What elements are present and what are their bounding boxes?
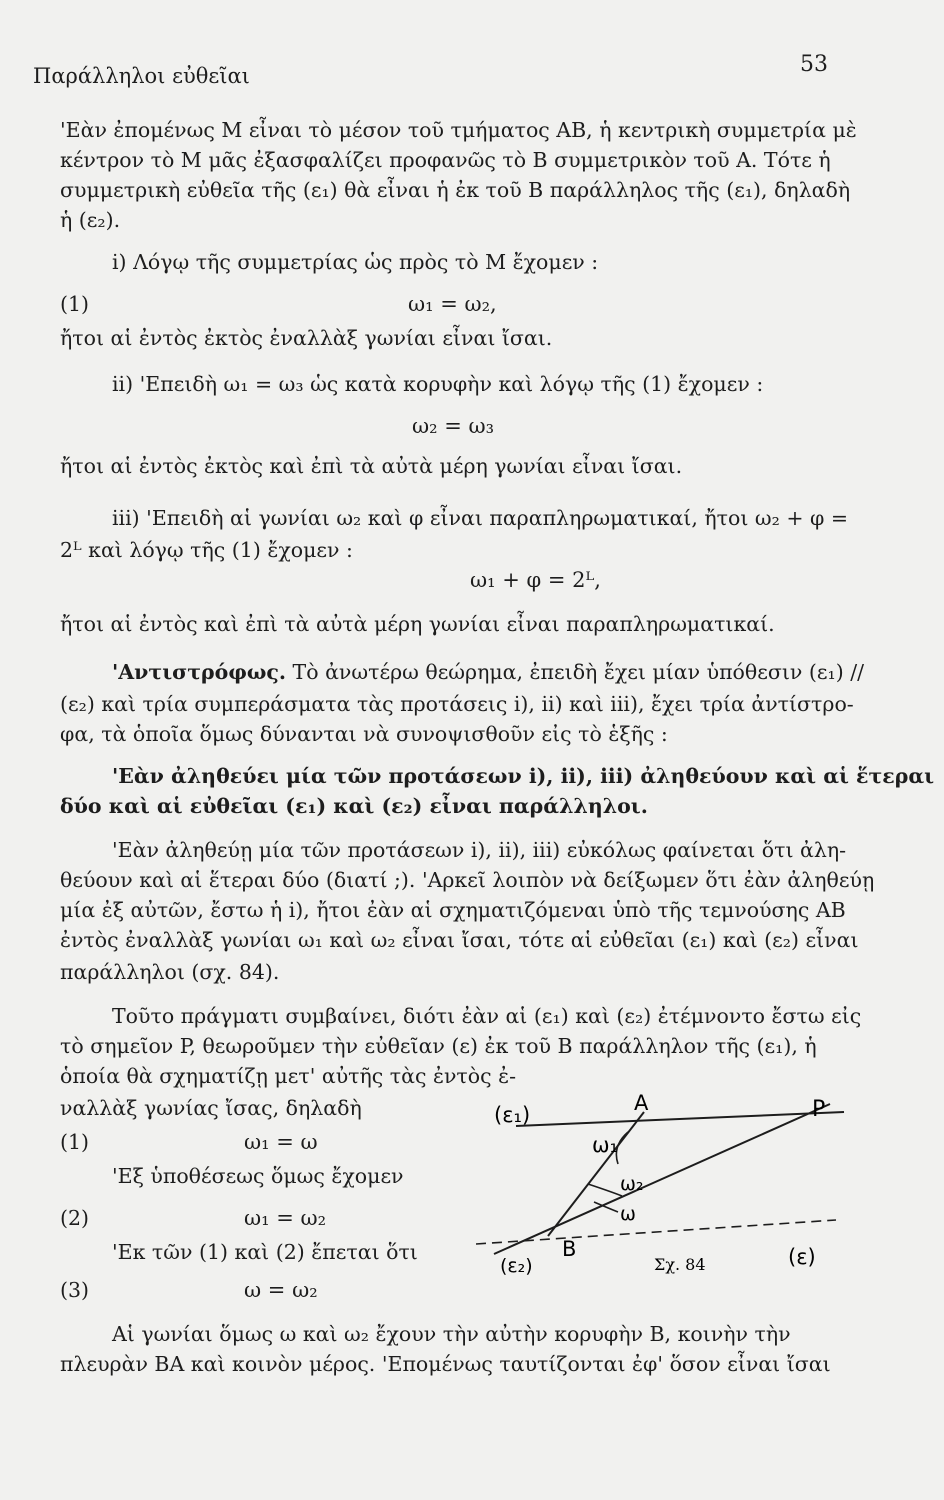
- label-B: B: [562, 1237, 577, 1261]
- label-omega1: ω₁: [592, 1133, 619, 1157]
- inline-heading: 'Αντιστρόφως.: [112, 660, 287, 684]
- equation-number: (1): [60, 1130, 90, 1154]
- label-A: A: [634, 1091, 649, 1115]
- running-title: Παράλληλοι εὐθεῖαι: [33, 64, 250, 88]
- text-line: 'Εκ τῶν (1) καὶ (2) ἔπεται ὅτι: [112, 1240, 418, 1264]
- equation: ω₂ = ω₃: [412, 414, 495, 438]
- text-line: τὸ σημεῖον P, θεωροῦμεν τὴν εὐθεῖαν (ε) ἐκ τοῦ B παράλληλον τῆς (ε₁), ἡ: [60, 1034, 817, 1058]
- text-line: ἐντὸς ἐναλλὰξ γωνίαι ω₁ καὶ ω₂ εἶναι ἴσαι, τότε αἱ εὐθεῖαι (ε₁) καὶ (ε₂) εἶναι: [60, 928, 859, 952]
- theorem-line: 'Εὰν ἀληθεύει μία τῶν προτάσεων i), ii), iii) ἀληθεύουν καὶ αἱ ἕτεραι: [112, 764, 935, 788]
- label-e2: (ε₂): [500, 1255, 533, 1277]
- label-omega2: ω₂: [620, 1173, 644, 1195]
- text-line: iii) 'Επειδὴ αἱ γωνίαι ω₂ καὶ φ εἶναι παραπληρωματικαί, ἤτοι ω₂ + φ =: [112, 506, 849, 530]
- label-P: P: [812, 1097, 826, 1122]
- text-line: πλευρὰν BA καὶ κοινὸν μέρος. 'Επομένως ταυτίζονται ἐφ' ὅσον εἶναι ἴσαι: [60, 1352, 831, 1376]
- text-line: ὁποία θὰ σχηματίζῃ μετ' αὐτῆς τὰς ἐντὸς ἐ-: [60, 1064, 517, 1088]
- text-line: μία ἐξ αὐτῶν, ἔστω ἡ i), ἤτοι ἐὰν αἱ σχηματιζόμεναι ὑπὸ τῆς τεμνούσης AB: [60, 898, 846, 922]
- figure-caption: Σχ. 84: [654, 1255, 706, 1274]
- equation: ω₁ + φ = 2ᴸ,: [470, 568, 601, 592]
- text-line: i) Λόγῳ τῆς συμμετρίας ὡς πρὸς τὸ M ἔχομεν :: [112, 250, 599, 274]
- equation-number: (1): [60, 292, 90, 316]
- text-line: ii) 'Επειδὴ ω₁ = ω₃ ὡς κατὰ κορυφὴν καὶ λόγῳ τῆς (1) ἔχομεν :: [112, 372, 764, 396]
- text-line: θεύουν καὶ αἱ ἕτεραι δύο (διατί ;). 'Αρκεῖ λοιπὸν νὰ δείξωμεν ὅτι ἐὰν ἀληθεύῃ: [60, 868, 875, 892]
- text-line: παράλληλοι (σχ. 84).: [60, 960, 280, 984]
- line-e: [476, 1220, 836, 1244]
- arc-omega1: [616, 1132, 628, 1164]
- text-line: 'Εξ ὑποθέσεως ὅμως ἔχομεν: [112, 1164, 404, 1188]
- equation: ω₁ = ω: [244, 1130, 318, 1154]
- equation: ω₁ = ω₂,: [408, 292, 497, 316]
- label-omega: ω: [620, 1203, 636, 1225]
- page-number: 53: [800, 52, 828, 77]
- text-line: 'Εὰν ἐπομένως M εἶναι τὸ μέσον τοῦ τμήματος AB, ἡ κεντρικὴ συμμετρία μὲ: [60, 118, 857, 142]
- text-line: ναλλὰξ γωνίας ἴσας, δηλαδὴ: [60, 1096, 362, 1120]
- text-line: (ε₂) καὶ τρία συμπεράσματα τὰς προτάσεις i), ii) καὶ iii), ἔχει τρία ἀντίστρο-: [60, 692, 854, 716]
- text-line: ἤτοι αἱ ἐντὸς ἐκτὸς καὶ ἐπὶ τὰ αὐτὰ μέρη γωνίαι εἶναι ἴσαι.: [60, 454, 683, 478]
- theorem-line: δύο καὶ αἱ εὐθεῖαι (ε₁) καὶ (ε₂) εἶναι παράλληλοι.: [60, 794, 648, 818]
- text-line: Αἱ γωνίαι ὅμως ω καὶ ω₂ ἔχουν τὴν αὐτὴν κορυφὴν B, κοινὴν τὴν: [112, 1322, 791, 1346]
- label-e1: (ε₁): [494, 1103, 531, 1127]
- text-line: 'Εὰν ἀληθεύῃ μία τῶν προτάσεων i), ii), iii) εὐκόλως φαίνεται ὅτι ἀλη-: [112, 838, 847, 862]
- equation-number: (2): [60, 1206, 90, 1230]
- text-line: ἤτοι αἱ ἐντὸς καὶ ἐπὶ τὰ αὐτὰ μέρη γωνίαι εἶναι παραπληρωματικαί.: [60, 612, 775, 636]
- text-line: συμμετρικὴ εὐθεῖα τῆς (ε₁) θὰ εἶναι ἡ ἐκ τοῦ B παράλληλος τῆς (ε₁), δηλαδὴ: [60, 178, 851, 202]
- text-line: ἤτοι αἱ ἐντὸς ἐκτὸς ἐναλλὰξ γωνίαι εἶναι ἴσαι.: [60, 326, 553, 350]
- text-line: Τοῦτο πράγματι συμβαίνει, διότι ἐὰν αἱ (ε₁) καὶ (ε₂) ἐτέμνοντο ἔστω εἰς: [112, 1004, 862, 1028]
- text-line: ἡ (ε₂).: [60, 208, 121, 232]
- text-line: κέντρον τὸ M μᾶς ἐξασφαλίζει προφανῶς τὸ B συμμετρικὸν τοῦ A. Τότε ἡ: [60, 148, 831, 172]
- line-e2: [494, 1104, 830, 1254]
- arc-omega2: [588, 1184, 622, 1196]
- equation: ω₁ = ω₂: [244, 1206, 327, 1230]
- text-line: [112, 660, 864, 684]
- equation: ω = ω₂: [244, 1278, 318, 1302]
- label-e: (ε): [788, 1245, 816, 1269]
- equation-number: (3): [60, 1278, 90, 1302]
- inline-text: Τὸ ἀνωτέρω θεώρημα, ἐπειδὴ ἔχει μίαν ὑπόθεσιν (ε₁) //: [286, 660, 865, 684]
- figure-84: [476, 1072, 852, 1284]
- text-line: φα, τὰ ὁποῖα ὅμως δύνανται νὰ συνοψισθοῦν εἰς τὸ ἑξῆς :: [60, 722, 668, 746]
- text-line: 2ᴸ καὶ λόγῳ τῆς (1) ἔχομεν :: [60, 538, 353, 562]
